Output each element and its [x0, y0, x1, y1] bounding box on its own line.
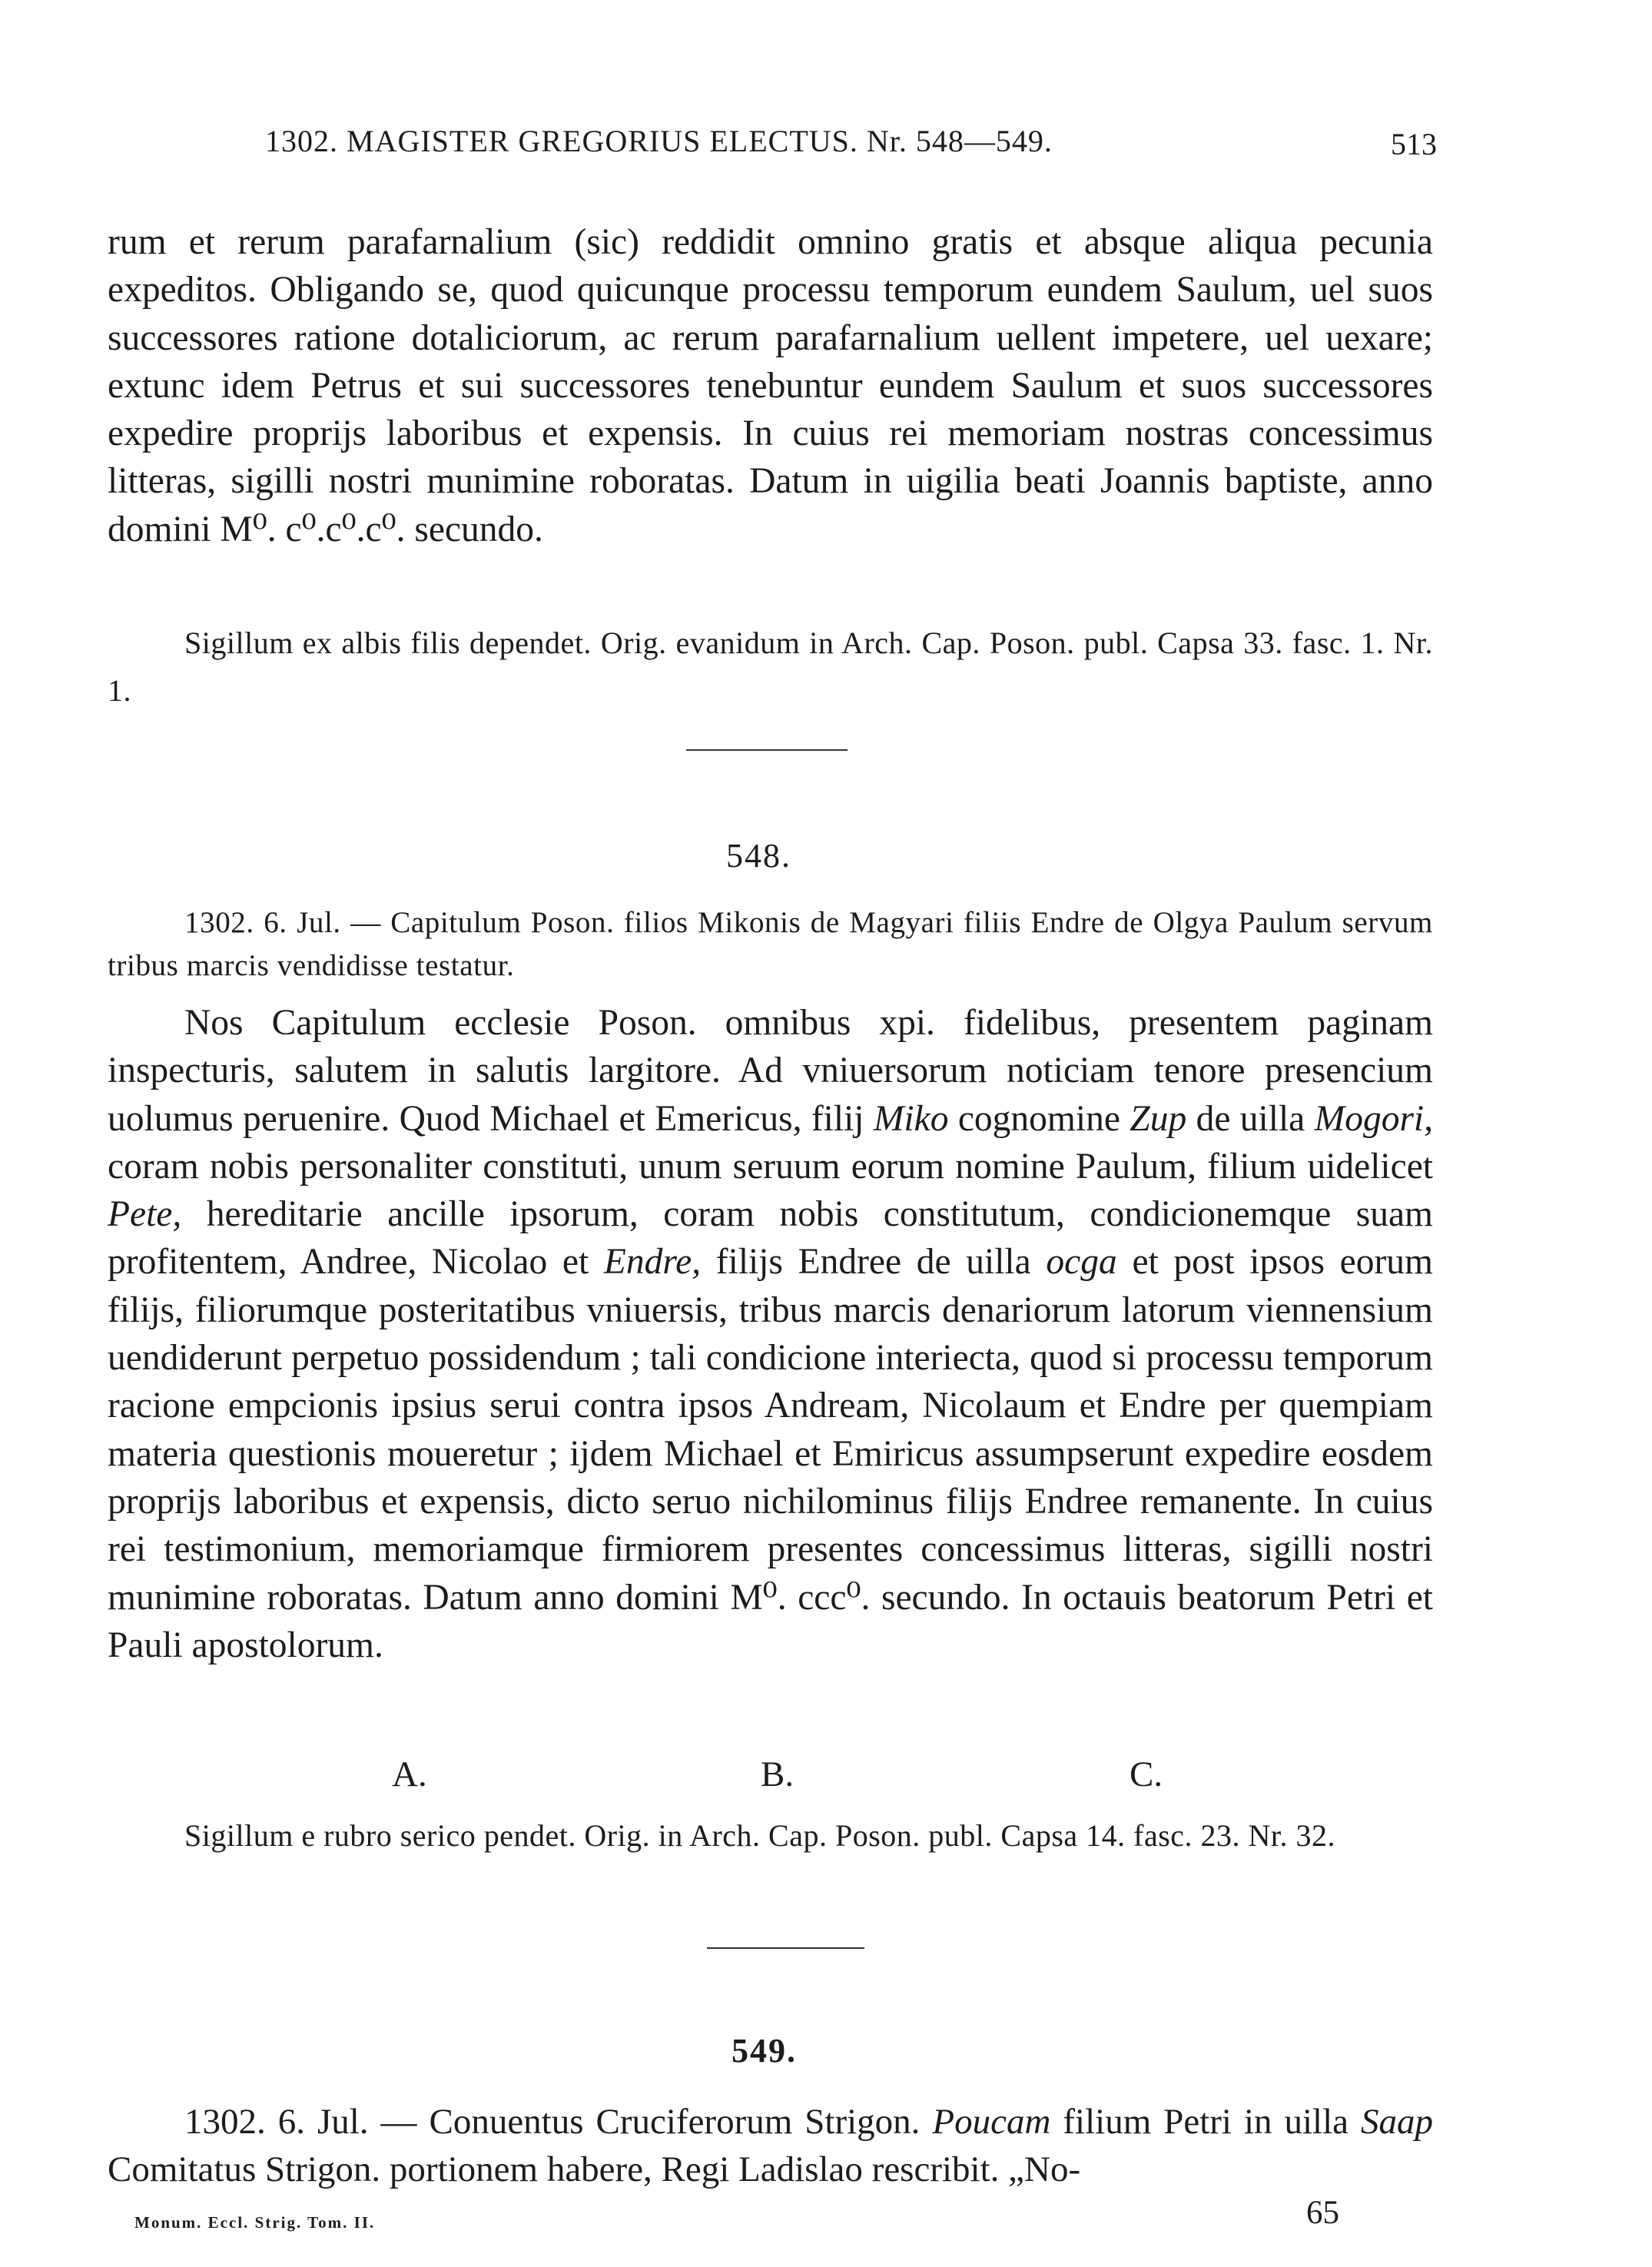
document-number: 548.	[726, 837, 791, 875]
page-number: 513	[1391, 127, 1437, 161]
body-text: coram nobis personaliter constituti, unum seruum eorum nomine Paulum, filium uidelicet	[108, 1146, 1433, 1187]
sheet-signature: Monum. Eccl. Strig. Tom. II.	[134, 2213, 376, 2232]
document-body	[108, 999, 1433, 1669]
regest-text: Comitatus Strigon. portionem habere, Regi Ladislao rescribit. „No-	[108, 2149, 1081, 2189]
section-divider	[707, 1947, 864, 1949]
page-header	[265, 123, 1437, 166]
italic-name: Saap	[1361, 2102, 1433, 2142]
italic-name: Mogori,	[1314, 1098, 1433, 1139]
document-regest	[108, 2098, 1433, 2193]
italic-name: Zup	[1130, 1098, 1187, 1139]
archival-note	[108, 619, 1433, 715]
document-number: 549.	[731, 2032, 797, 2070]
archival-note-text: Sigillum ex albis filis dependet. Orig. evanidum in Arch. Cap. Poson. publ. Capsa 33. fasc. 1. Nr. 1.	[108, 626, 1433, 708]
body-text: cognomine	[948, 1098, 1130, 1139]
continuation-paragraph: rum et rerum parafarnalium (sic) reddidit omnino gratis et absque aliqua pecunia expeditos. Obligando se, quod quicunque processu temporum eundem Saulum, uel suos successores ratione dotaliciorum, ac rerum parafarnalium uellent impetere, uel uexare; extunc idem Petrus et sui successores tenebuntur eundem Saulum et suos successores expedire proprijs laboribus et expensis. In cuius rei memoriam nostras concessimus litteras, sigilli nostri munimine roboratas. Datum in uigilia beati Joannis baptiste, anno domini M⁰. c⁰.c⁰.c⁰. secundo.	[108, 222, 1433, 549]
body-text: hereditarie ancille ipsorum, coram nobis constitutum, condicionemque suam profitentem, Andree, Nicolao et	[108, 1194, 1433, 1283]
letter-a: A.	[392, 1754, 427, 1794]
body-text: de uilla	[1186, 1098, 1315, 1139]
regest-text: 1302. 6. Jul. — Conuentus Cruciferorum Strigon.	[184, 2102, 933, 2142]
italic-name: Endre,	[603, 1242, 702, 1283]
body-text: et post ipsos eorum filijs, filiorumque posteritatibus vniuersis, tribus marcis denariorum latorum viennensium uendiderunt perpetuo possidendum ; tali condicione interiecta, quod si processu temporum racione empcionis ipsius serui contra ipsos Andream, Nicolaum et Endre per quempiam materia questionis moueretur ; ijdem Michael et Emiricus assumpserunt expedire eosdem proprijs laboribus et expensis, dicto seruo nichilominus filijs Endree remanente. In cuius rei testimonium, memoriamque firmiorem presentes concessimus litteras, sigilli nostri munimine roboratas. Datum anno domini M⁰. ccc⁰. secundo. In octauis beatorum Petri et Pauli apostolorum.	[108, 1242, 1433, 1665]
body-text: Nos Capitulum ecclesie Poson. omnibus xpi. fidelibus, presentem paginam inspecturis, salutem in salutis largitore. Ad vniuersorum noticiam tenore presencium uolumus peruenire. Quod Michael et Emericus, filij	[108, 1003, 1433, 1139]
regest-text: filium Petri in uilla	[1050, 2102, 1361, 2142]
archival-note	[108, 1812, 1433, 1860]
document-regest	[108, 901, 1433, 987]
letter-b: B.	[761, 1754, 794, 1794]
sheet-number: 65	[1306, 2195, 1339, 2231]
italic-name: Poucam	[932, 2102, 1051, 2142]
section-divider	[686, 749, 848, 751]
archival-note-text: Sigillum e rubro serico pendet. Orig. in Arch. Cap. Poson. publ. Capsa 14. fasc. 23. Nr. 32.	[184, 1818, 1336, 1853]
italic-name: Miko	[873, 1098, 949, 1139]
italic-name: Pete,	[108, 1194, 182, 1235]
italic-name: ocga	[1046, 1242, 1117, 1283]
letter-c: C.	[1130, 1754, 1163, 1794]
regest-text: 1302. 6. Jul. — Capitulum Poson. filios Mikonis de Magyari filiis Endre de Olgya Paulum servum tribus marcis vendidisse testatur.	[108, 906, 1433, 982]
running-title: 1302. MAGISTER GREGORIUS ELECTUS. Nr. 548—549.	[265, 124, 1053, 158]
body-text: filijs Endree de uilla	[701, 1242, 1047, 1283]
